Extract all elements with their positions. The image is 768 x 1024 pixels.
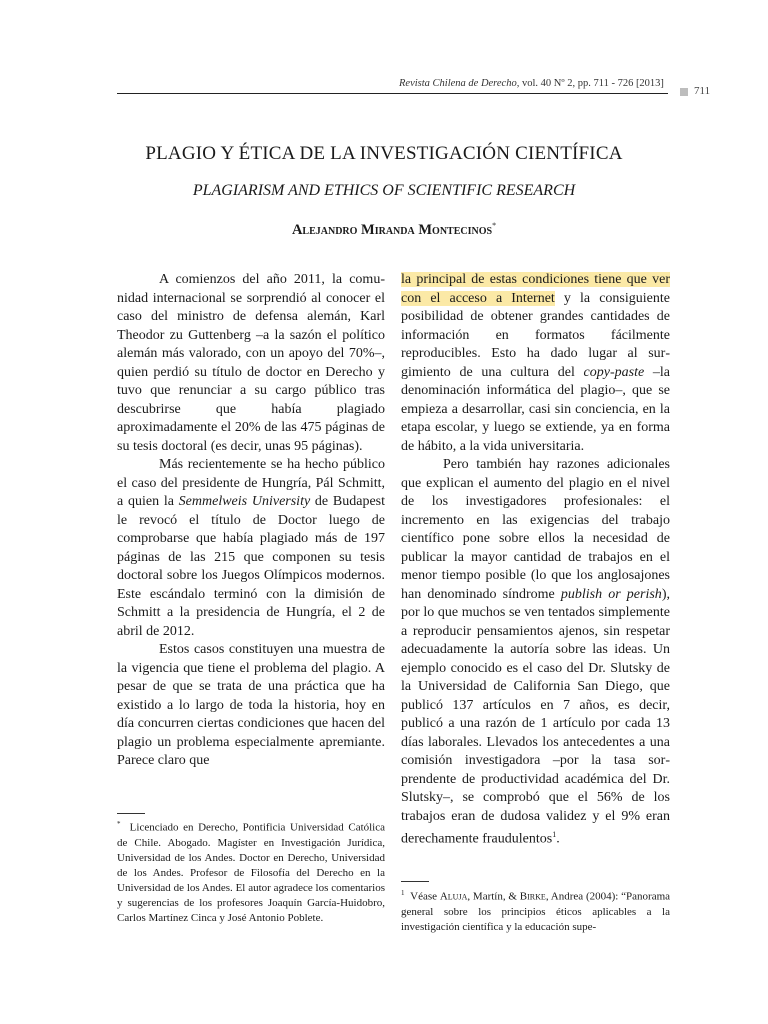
journal-name: Revista Chilena de Derecho, — [399, 78, 520, 89]
page-marker-square — [680, 88, 688, 96]
footnote-rule — [401, 881, 429, 882]
text-run: y la consiguiente posibilidad de obtener grandes cantidades de información en formatos fácilmente reproducibles. Esto ha dado lugar al surgimiento de una cultura del — [401, 290, 670, 380]
footnote-1 — [401, 886, 670, 935]
author-footnote-mark: * — [492, 221, 497, 230]
footnote-text: Licenciado en Derecho, Pontificia Universidad Católica de Chile. Abogado. Magíster en Investigación Jurídica, Universidad de los Andes. Doctor en Derecho, Universidad de los Andes. Profesor de Filosofía del Derecho en la Universidad de los Andes. El autor agradece los comentarios y sugerencias de los profesores Joaquín García-Huidobro, Carlos Martínez Cinca y José Antonio Poblete. — [117, 821, 386, 924]
footnote-mark: * — [117, 820, 121, 828]
text-run: , Martín, & — [467, 890, 520, 903]
author-line — [0, 221, 768, 239]
running-header — [399, 78, 664, 89]
left-column — [117, 271, 385, 771]
text-run: –la denominación informática del plagio–, que se empieza a desarrollar, casi sin conciencia, en la etapa escolar, y luego se extiende, ya en forma de hábito, a la vida universitaria. — [401, 364, 670, 454]
footnote-reference[interactable]: 1 — [552, 830, 557, 839]
cited-author: Aluja — [439, 890, 468, 903]
footnote-rule — [117, 813, 145, 814]
text-run: , Andrea (2004): “Panorama general sobre los principios éticos aplicables a la investigación científica y la educación supe- — [401, 890, 671, 933]
footnote-mark: 1 — [401, 889, 405, 897]
author-name: Alejandro Miranda Montecinos — [291, 221, 493, 238]
right-column — [401, 271, 670, 849]
highlighted-text: la principal de estas condiciones tiene que ver con el acceso a Internet — [401, 272, 670, 306]
emphasis: copy-paste — [583, 364, 645, 380]
text-run: . — [556, 831, 560, 847]
page-number: 711 — [694, 85, 711, 97]
paragraph — [117, 456, 385, 641]
emphasis: publish or perish — [560, 586, 662, 602]
article-subtitle: PLAGIARISM AND ETHICS OF SCIENTIFIC RESEARCH — [192, 182, 576, 199]
article-title: PLAGIO Y ÉTICA DE LA INVESTIGACIÓN CIENTÍFICA — [145, 143, 623, 164]
paragraph: Estos casos constituyen una muestra de la vigencia que tiene el problema del plagio. A pesar de que se trata de una práctica que ha existido a lo largo de toda la historia, hoy en día concurren ciertas condiciones que hacen del plagio un problema especialmente apremiante. Parece claro que — [117, 642, 385, 768]
paragraph: A comienzos del año 2011, la comunidad internacional se sorprendió al conocer el caso del ministro de defensa alemán, Karl Theodor zu Guttenberg –a la sazón el político alemán más valorado, con un apoyo del 70%–, quien perdió su título de doctor en Derecho y tuvo que renunciar a su cargo público tras descubrirse que había plagiado aproximadamente el 20% de las 475 páginas de su tesis doctoral (es decir, unas 95 páginas). — [117, 272, 385, 454]
issue-details: vol. 40 Nº 2, pp. 711 - 726 [2013] — [519, 78, 664, 89]
emphasis: Semmelweis University — [178, 494, 311, 509]
header-rule — [117, 93, 668, 94]
cited-author: Birke — [519, 890, 546, 903]
paragraph — [401, 271, 670, 456]
paragraph — [401, 456, 670, 849]
text-run: ), por lo que muchos se ven tentados simplemente a reproducir pensamientos ajenos, sin respetar adecuadamente la autoría sobre las ideas. Un ejemplo conocido es el caso del Dr. Slutsky de la Universidad de California San Diego, que publicó 137 artículos en 7 años, es decir, publicó a una razón de 1 artículo por cada 13 días laborales. Llevados los antecedentes a una comisión investigadora –por la tasa sorprendente de productividad académica del Dr. Slutsky–, se comprobó que el 56% de los trabajos eran de dudosa validez y el 9% eran derechamente fraudulentos — [401, 586, 670, 847]
text-run: Pero también hay razones adicionales que explican el aumento del plagio en el nivel de los investigadores profesionales: el incremento en las exigencias del trabajo científico pone sobre ellos la necesidad de publicar la mayor cantidad de trabajos en el menor tiempo posible (lo que los anglosajones han denominado síndrome — [401, 457, 670, 602]
footnote-author — [117, 817, 385, 926]
text-run: de Budapest le revocó el título de Doctor luego de comprobarse que había plagiado más de 197 páginas de las 215 que componen su tesis doctoral sobre los Juegos Olímpicos modernos. Este escándalo terminó con la dimisión de Schmitt a la presidencia de Hungría, el 2 de abril de 2012. — [117, 494, 385, 639]
text-run: Véase — [410, 890, 440, 903]
text-run: Más recientemente se ha hecho público el caso del presidente de Hungría, Pál Schmitt, a quien la — [117, 457, 385, 509]
